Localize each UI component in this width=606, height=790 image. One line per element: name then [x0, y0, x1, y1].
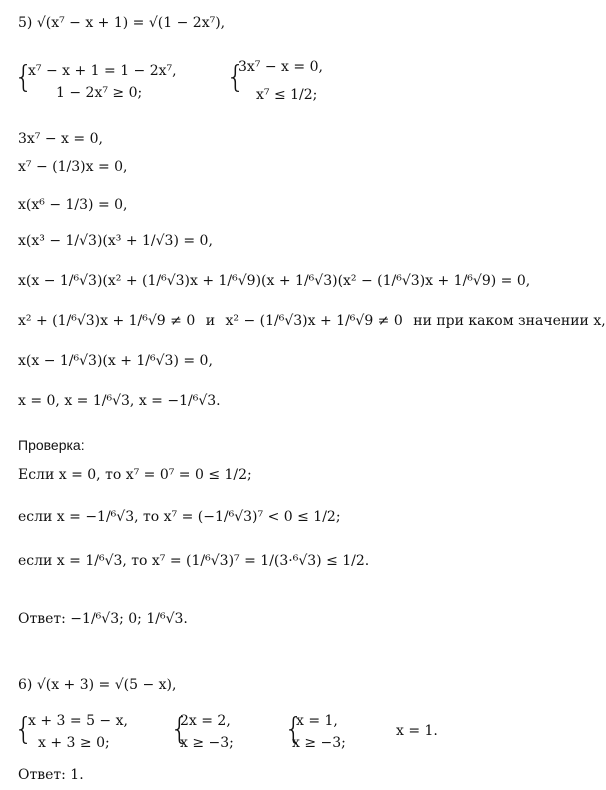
p6-system2-line1: 2x = 2,: [180, 713, 231, 729]
check-line-3: если x = 1/⁶√3, то x⁷ = (1/⁶√3)⁷ = 1/(3·⁶√3) ≤ 1/2.: [18, 553, 370, 569]
step6-expr-b: x² − (1/⁶√3)x + 1/⁶√9 ≠ 0: [225, 313, 403, 329]
check-line-2: если x = −1/⁶√3, то x⁷ = (−1/⁶√3)⁷ < 0 ≤ 1/2;: [18, 509, 341, 525]
p6-system1-line2: x + 3 ≥ 0;: [38, 735, 110, 751]
system2-line1: 3x⁷ − x = 0,: [238, 59, 323, 75]
check-line-1: Если x = 0, то x⁷ = 0⁷ = 0 ≤ 1/2;: [18, 467, 252, 483]
step-7: x(x − 1/⁶√3)(x + 1/⁶√3) = 0,: [18, 353, 213, 369]
step6-text: ни при каком значении x,: [413, 313, 606, 329]
step-5: x(x − 1/⁶√3)(x² + (1/⁶√3)x + 1/⁶√9)(x + 1/⁶√3)(x² − (1/⁶√3)x + 1/⁶√9) = 0,: [18, 273, 531, 289]
step-3: x(x⁶ − 1/3) = 0,: [18, 197, 128, 213]
p6-system2-line2: x ≥ −3;: [180, 735, 234, 751]
p6-system3-line1: x = 1,: [296, 713, 338, 729]
problem6-header: 6) √(x + 3) = √(5 − x),: [18, 677, 177, 693]
p6-system1-brace: {: [14, 712, 34, 747]
step-2: x⁷ − (1/3)x = 0,: [18, 159, 128, 175]
system2-line2: x⁷ ≤ 1/2;: [256, 87, 318, 103]
step6-and: и: [205, 313, 216, 329]
step-4: x(x³ − 1/√3)(x³ + 1/√3) = 0,: [18, 233, 213, 249]
p6-result: x = 1.: [396, 723, 438, 739]
p6-system2-brace: {: [170, 712, 190, 747]
p6-system1-line1: x + 3 = 5 − x,: [28, 713, 128, 729]
p6-system3-brace: {: [284, 712, 304, 747]
roots-line: x = 0, x = 1/⁶√3, x = −1/⁶√3.: [18, 393, 221, 409]
answer-5: Ответ: −1/⁶√3; 0; 1/⁶√3.: [18, 611, 188, 627]
system1-brace: {: [14, 60, 34, 95]
system1-line2: 1 − 2x⁷ ≥ 0;: [56, 85, 143, 101]
answer-6: Ответ: 1.: [18, 767, 84, 783]
step-1: 3x⁷ − x = 0,: [18, 131, 103, 147]
p6-system3-line2: x ≥ −3;: [292, 735, 346, 751]
system2-brace: {: [226, 60, 246, 95]
check-title: Проверка:: [18, 437, 85, 453]
step6-expr-a: x² + (1/⁶√3)x + 1/⁶√9 ≠ 0: [18, 313, 196, 329]
step-6: [18, 312, 606, 330]
system1-line1: x⁷ − x + 1 = 1 − 2x⁷,: [28, 63, 177, 79]
problem5-header: 5) √(x⁷ − x + 1) = √(1 − 2x⁷),: [18, 15, 226, 31]
